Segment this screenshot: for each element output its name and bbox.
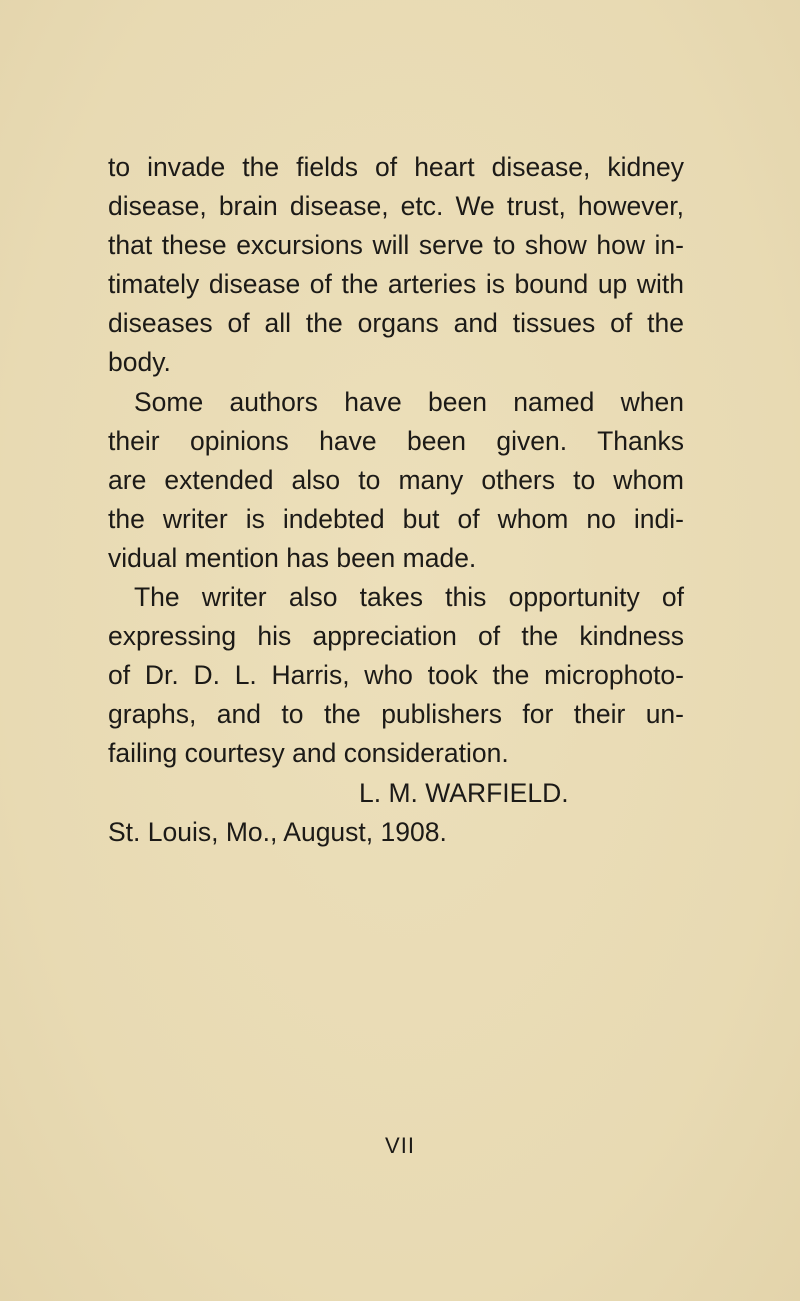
text-line: graphs, and to the publishers for their un- (108, 699, 684, 730)
place-and-date: St. Louis, Mo., August, 1908. (108, 816, 447, 847)
text-line: disease, brain disease, etc. We trust, however, (108, 191, 684, 222)
text-line: failing courtesy and consideration. (108, 738, 509, 769)
paragraph-1 (108, 148, 684, 383)
text-line: to invade the fields of heart disease, kidney (108, 152, 684, 182)
text-line: vidual mention has been made. (108, 542, 477, 573)
text-line: timately disease of the arteries is bound up with (108, 269, 684, 300)
text-line: their opinions have been given. Thanks (108, 425, 684, 456)
text-line: Some authors have been named when (134, 386, 684, 417)
text-line: body. (108, 347, 171, 378)
author-signature: L. M. WARFIELD. (359, 777, 569, 808)
text-line: expressing his appreciation of the kindness (108, 621, 684, 652)
page-number: VII (385, 1133, 415, 1158)
paragraph-3 (108, 578, 684, 773)
text-line: the writer is indebted but of whom no indi- (108, 503, 684, 534)
text-line: The writer also takes this opportunity of (134, 582, 684, 613)
paragraph-2 (108, 383, 684, 578)
text-line: of Dr. D. L. Harris, who took the microphoto- (108, 660, 684, 691)
text-line: that these excursions will serve to show how in- (108, 230, 684, 261)
text-line: diseases of all the organs and tissues of the (108, 308, 684, 339)
preface-text (108, 148, 684, 852)
text-line: are extended also to many others to whom (108, 464, 684, 495)
